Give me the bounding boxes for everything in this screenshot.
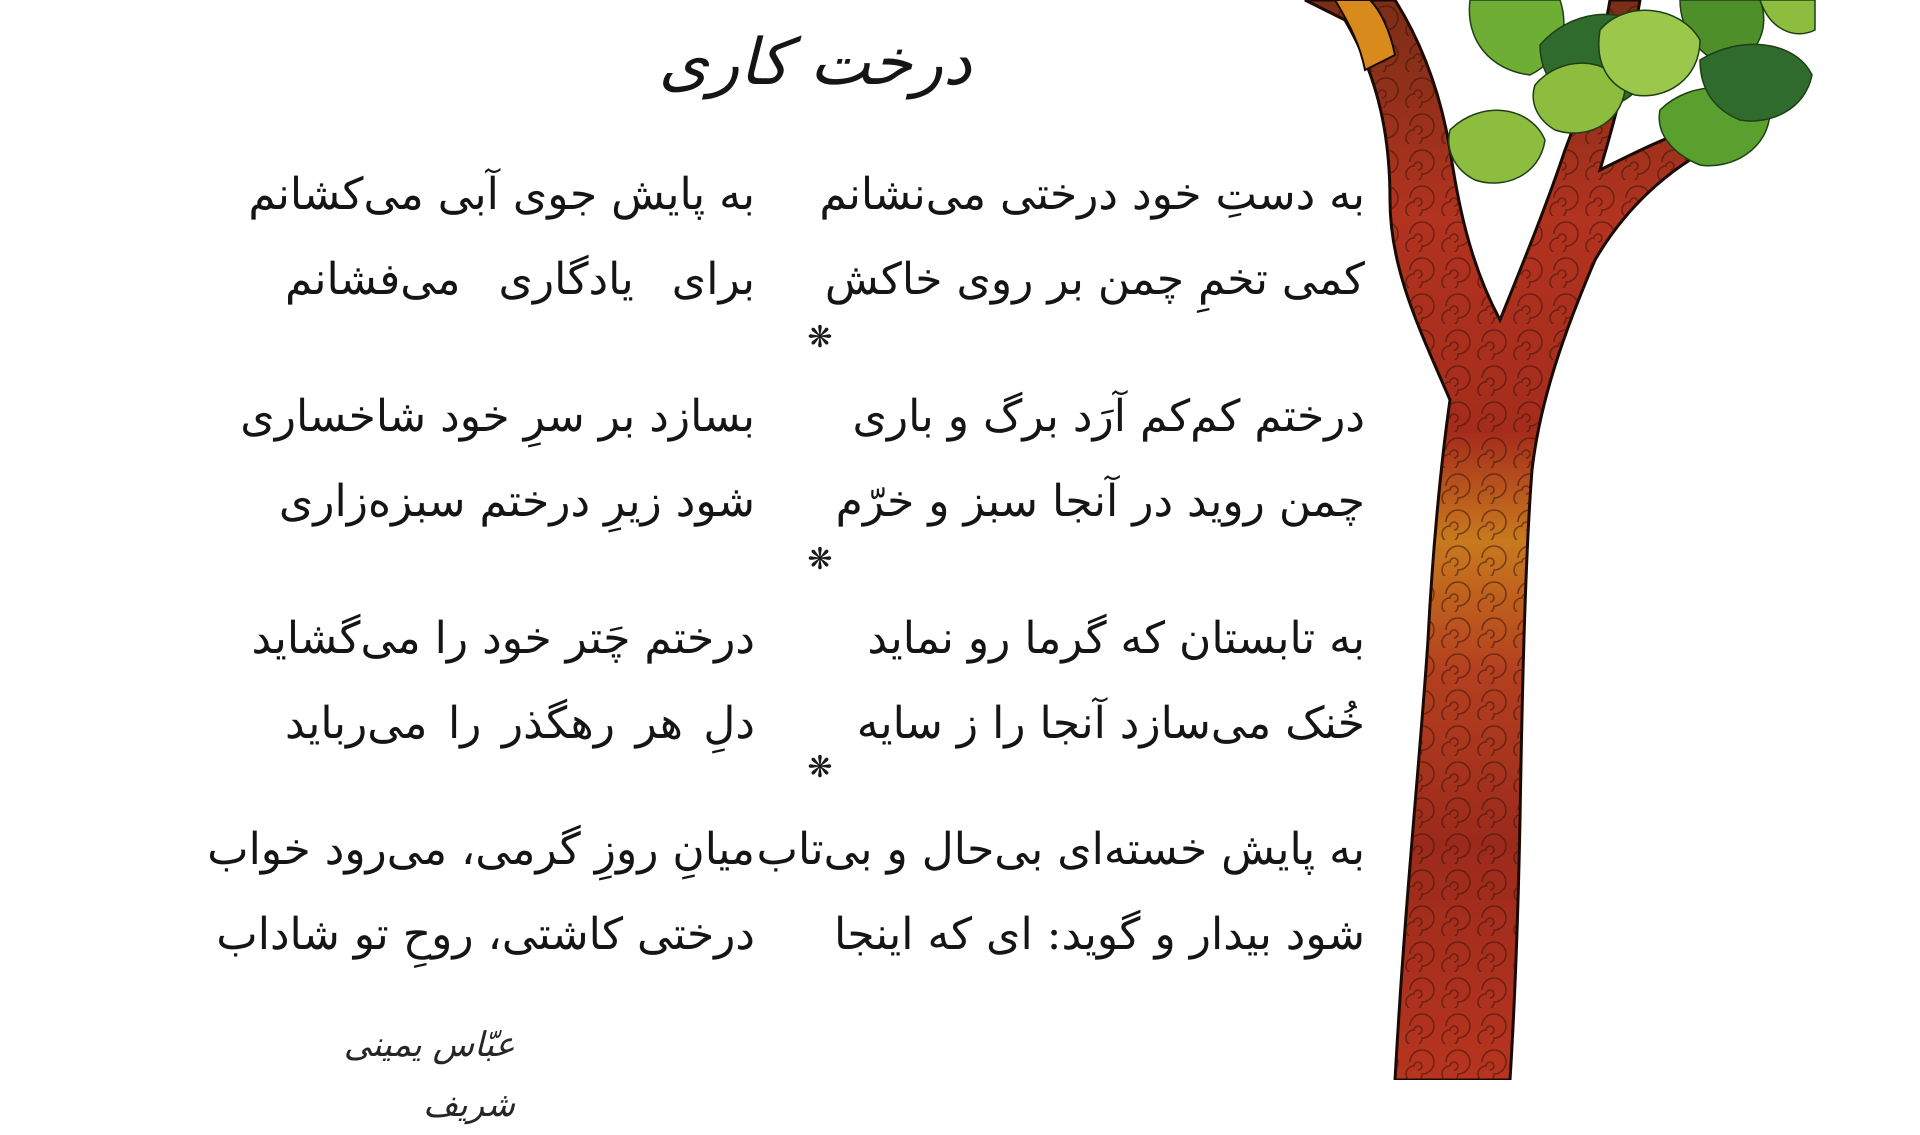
verse-line: شود بیدار و گوید: ای که اینجا: [833, 909, 1365, 960]
stanza-separator-icon: ❋: [807, 320, 833, 355]
verse-line: به پایش خسته‌ای بی‌حال و بی‌تاب: [756, 824, 1365, 875]
stanza-separator-icon: ❋: [807, 750, 833, 785]
verse-line: به تابستان که گرما رو نماید: [867, 613, 1365, 664]
stanza-1-right: [819, 160, 1365, 320]
verse-line: شود زیرِ درختم سبزه‌زاری: [278, 476, 755, 527]
verse-line: برای یادگاری می‌فشانم: [285, 254, 755, 305]
stanza-4-right: [756, 815, 1365, 975]
stanza-separator-icon: ❋: [807, 542, 833, 577]
verse-line: میانِ روزِ گرمی، می‌رود خواب: [207, 824, 755, 875]
verse-line: درختی کاشتی، روحِ تو شاداب: [216, 909, 755, 960]
stanza-1-left: [248, 160, 755, 320]
verse-line: درختم چَتر خود را می‌گشاید: [251, 613, 755, 664]
poet-signature: عبّاس یمینی شریف: [343, 1025, 515, 1125]
poem-title: درخت کاری: [658, 26, 972, 100]
verse-line: بسازد بر سرِ خود شاخساری: [240, 391, 755, 442]
verse-line: چمن روید در آنجا سبز و خرّم: [835, 476, 1365, 527]
stanza-3-left: [251, 604, 755, 764]
verse-line: دلِ هر رهگذر را می‌رباید: [285, 698, 755, 749]
stanza-2-left: [240, 382, 755, 542]
verse-line: خُنک می‌سازد آنجا را ز سایه: [856, 698, 1365, 749]
stanza-2-right: [835, 382, 1365, 542]
verse-line: کمی تخمِ چمن بر روی خاکش: [824, 254, 1365, 305]
verse-line: درختم کم‌کم آرَد برگ و باری: [852, 391, 1365, 442]
verse-line: به دستِ خود درختی می‌نشانم: [819, 169, 1365, 220]
stanza-3-right: [856, 604, 1365, 764]
verse-line: به پایش جوی آبی می‌کشانم: [248, 169, 755, 220]
stanza-4-left: [207, 815, 755, 975]
